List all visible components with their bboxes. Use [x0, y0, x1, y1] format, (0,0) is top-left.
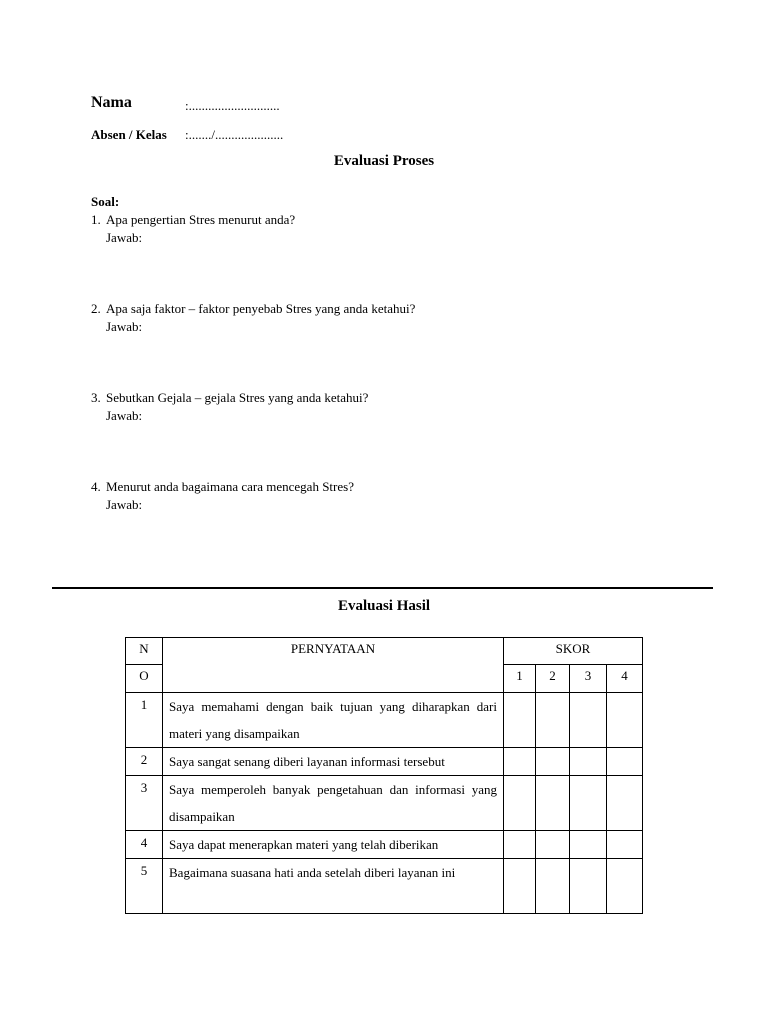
nama-field[interactable]: :............................	[185, 98, 280, 113]
row-number: 1	[126, 693, 163, 748]
score-cell-4[interactable]	[607, 693, 643, 748]
evaluasi-hasil-title: Evaluasi Hasil	[337, 598, 431, 614]
score-cell-4[interactable]	[607, 859, 643, 914]
score-cell-4[interactable]	[607, 831, 643, 859]
row-number: 5	[126, 859, 163, 914]
score-level-4: 4	[607, 665, 643, 693]
question-number: 3.	[91, 390, 101, 405]
answer-label: Jawab:	[106, 497, 143, 512]
answer-label: Jawab:	[106, 230, 143, 245]
soal-label: Soal:	[91, 194, 120, 209]
row-statement: Saya memperoleh banyak pengetahuan dan informasi yang disampaikan	[163, 776, 504, 831]
table-row	[126, 859, 643, 914]
score-cell-3[interactable]	[570, 859, 607, 914]
score-cell-1[interactable]	[504, 748, 536, 776]
score-cell-1[interactable]	[504, 776, 536, 831]
question-text: Apa saja faktor – faktor penyebab Stres yang anda ketahui?	[106, 301, 416, 316]
score-cell-3[interactable]	[570, 776, 607, 831]
section-divider	[52, 587, 713, 589]
question-text: Menurut anda bagaimana cara mencegah Stres?	[106, 479, 354, 494]
question-number: 4.	[91, 479, 101, 494]
col-no-header	[126, 638, 163, 665]
score-cell-3[interactable]	[570, 831, 607, 859]
col-no-line1: N	[139, 641, 149, 656]
nama-label: Nama	[91, 94, 132, 111]
row-statement: Bagaimana suasana hati anda setelah diberi layanan ini	[163, 859, 504, 914]
score-cell-3[interactable]	[570, 748, 607, 776]
col-statement-header: PERNYATAAN	[163, 638, 504, 693]
question-number: 1.	[91, 212, 101, 227]
score-level-2: 2	[536, 665, 570, 693]
absen-kelas-field[interactable]: :......./.....................	[185, 127, 284, 142]
row-statement: Saya dapat menerapkan materi yang telah diberikan	[163, 831, 504, 859]
table-row	[126, 831, 643, 859]
question-number: 2.	[91, 301, 101, 316]
row-number: 2	[126, 748, 163, 776]
absen-kelas-label: Absen / Kelas	[91, 127, 167, 142]
score-level-3: 3	[570, 665, 607, 693]
score-cell-1[interactable]	[504, 859, 536, 914]
evaluasi-proses-title: Evaluasi Proses	[333, 153, 435, 169]
score-cell-3[interactable]	[570, 693, 607, 748]
table-row	[126, 693, 643, 748]
table-header-row	[126, 638, 643, 665]
score-cell-1[interactable]	[504, 693, 536, 748]
score-cell-4[interactable]	[607, 776, 643, 831]
col-no-line2: O	[139, 668, 149, 683]
row-number: 3	[126, 776, 163, 831]
score-cell-2[interactable]	[536, 831, 570, 859]
score-cell-2[interactable]	[536, 776, 570, 831]
row-number: 4	[126, 831, 163, 859]
table-row	[126, 748, 643, 776]
score-cell-2[interactable]	[536, 859, 570, 914]
score-cell-2[interactable]	[536, 693, 570, 748]
answer-label: Jawab:	[106, 408, 143, 423]
score-level-1: 1	[504, 665, 536, 693]
row-statement: Saya memahami dengan baik tujuan yang diharapkan dari materi yang disampaikan	[163, 693, 504, 748]
table-row	[126, 776, 643, 831]
answer-label: Jawab:	[106, 319, 143, 334]
score-cell-1[interactable]	[504, 831, 536, 859]
col-score-header: SKOR	[504, 638, 643, 665]
row-statement: Saya sangat senang diberi layanan informasi tersebut	[163, 748, 504, 776]
score-cell-4[interactable]	[607, 748, 643, 776]
question-text: Sebutkan Gejala – gejala Stres yang anda ketahui?	[106, 390, 369, 405]
question-text: Apa pengertian Stres menurut anda?	[106, 212, 296, 227]
evaluasi-hasil-table	[125, 637, 643, 914]
col-no-header-cont	[126, 665, 163, 693]
score-cell-2[interactable]	[536, 748, 570, 776]
